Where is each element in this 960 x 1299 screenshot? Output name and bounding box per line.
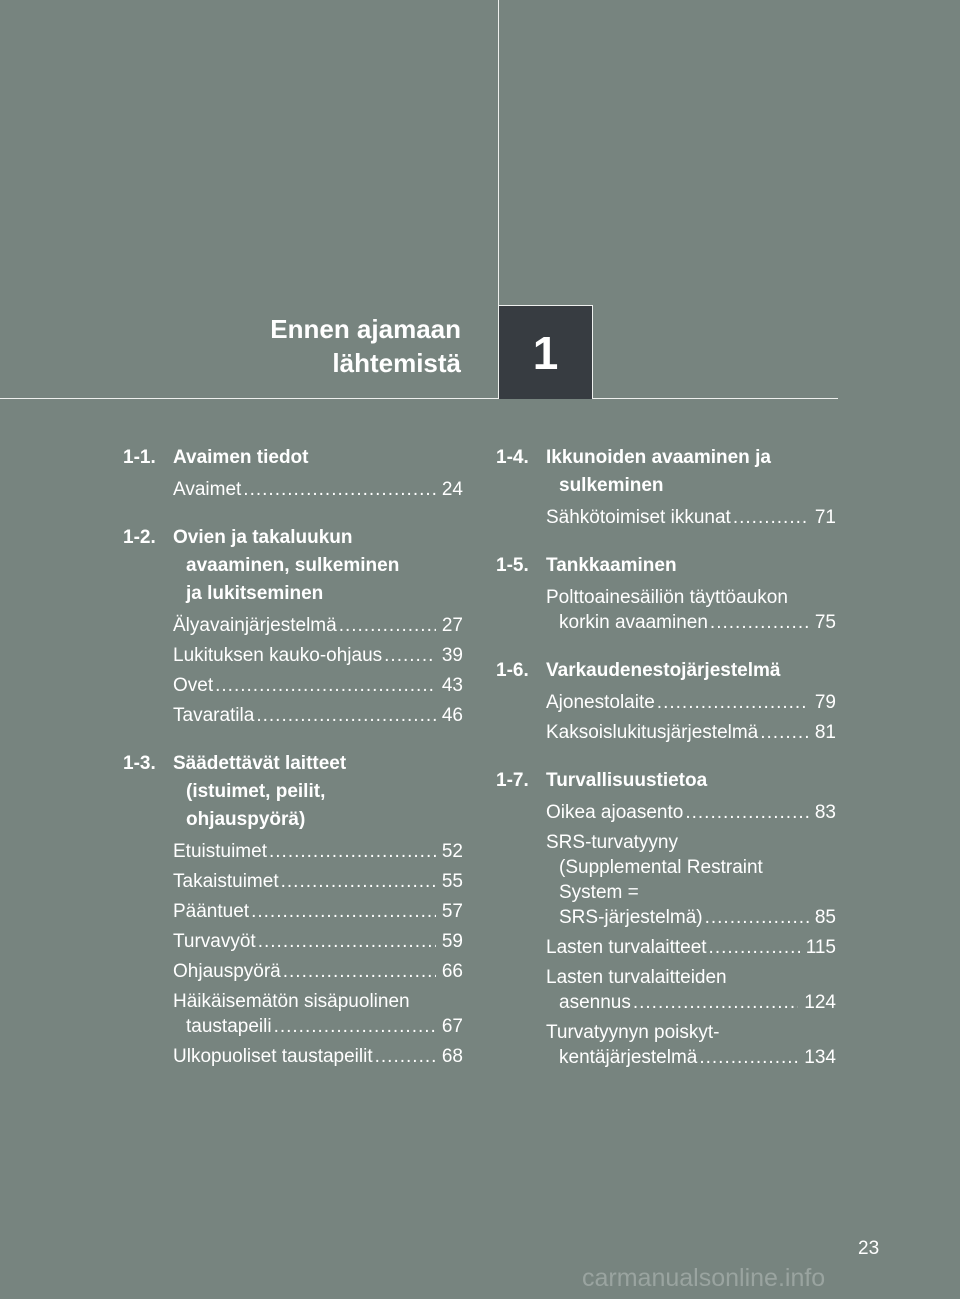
dot-leader bbox=[633, 990, 798, 1015]
toc-entry-line bbox=[173, 673, 463, 698]
section-title bbox=[546, 657, 836, 685]
section-number: 1-3. bbox=[123, 753, 156, 774]
toc-entry bbox=[173, 477, 463, 502]
toc-entry-line bbox=[546, 720, 836, 745]
section-title-line: sulkeminen bbox=[559, 475, 664, 496]
toc-entry-line bbox=[546, 610, 836, 635]
toc-entry-label: taustapeili bbox=[186, 1016, 272, 1037]
toc-column-right bbox=[496, 444, 836, 1092]
toc-entry-label: System = bbox=[559, 882, 639, 903]
dot-leader bbox=[256, 703, 436, 728]
section-title-line: Säädettävät laitteet bbox=[173, 753, 347, 774]
toc-entry-page: 55 bbox=[441, 871, 463, 892]
toc-entry-label: Turvatyynyn poiskyt- bbox=[546, 1022, 720, 1043]
toc-entry-page: 57 bbox=[441, 901, 463, 922]
toc-entry-line bbox=[173, 959, 463, 984]
dot-leader bbox=[215, 673, 436, 698]
section-number: 1-5. bbox=[496, 555, 529, 576]
toc-entry-label: SRS-järjestelmä) bbox=[559, 907, 703, 928]
toc-entry-label: Pääntuet bbox=[173, 901, 250, 922]
section-title-line: ja lukitseminen bbox=[186, 583, 324, 604]
toc-entry-label: Sähkötoimiset ikkunat bbox=[546, 507, 731, 528]
section-entries bbox=[496, 585, 836, 635]
toc-entry-page: 79 bbox=[814, 692, 836, 713]
toc-entry bbox=[546, 1020, 836, 1070]
toc-entry-label: Häikäisemätön sisäpuolinen bbox=[173, 991, 410, 1012]
section-entries bbox=[496, 800, 836, 1070]
toc-entry-page: 81 bbox=[814, 722, 836, 743]
dot-leader bbox=[733, 505, 809, 530]
section-heading bbox=[123, 524, 463, 608]
watermark: carmanualsonline.info bbox=[582, 1264, 826, 1292]
toc-entry-page: 75 bbox=[814, 612, 836, 633]
toc-entry-line bbox=[546, 690, 836, 715]
toc-entry-line bbox=[173, 869, 463, 894]
section-entries bbox=[496, 505, 836, 530]
toc-entry bbox=[546, 585, 836, 635]
section-heading bbox=[496, 657, 836, 685]
toc-entry-page: 39 bbox=[441, 645, 463, 666]
toc-entry-line bbox=[546, 1045, 836, 1070]
toc-section bbox=[496, 552, 836, 635]
dot-leader bbox=[657, 690, 809, 715]
toc-entry-line bbox=[546, 585, 836, 610]
section-title-line: Tankkaaminen bbox=[546, 555, 677, 576]
dot-leader bbox=[685, 800, 809, 825]
toc-entry bbox=[546, 935, 836, 960]
toc-entry bbox=[546, 690, 836, 715]
toc-entry bbox=[173, 839, 463, 864]
toc-entry-label: SRS-turvatyyny bbox=[546, 832, 678, 853]
toc-entry bbox=[546, 965, 836, 1015]
toc-entry-label: Oikea ajoasento bbox=[546, 802, 684, 823]
toc-entry-label: Ovet bbox=[173, 675, 214, 696]
toc-entry-label: Kaksoislukitusjärjestelmä bbox=[546, 722, 759, 743]
toc-entry-page: 43 bbox=[441, 675, 463, 696]
toc-entry-label: Lasten turvalaitteet bbox=[546, 937, 707, 958]
section-title bbox=[173, 444, 463, 472]
dot-leader bbox=[281, 869, 436, 894]
toc-section bbox=[123, 524, 463, 728]
toc-entry-label: Etuistuimet bbox=[173, 841, 267, 862]
chapter-title-line2: lähtemistä bbox=[332, 348, 461, 378]
toc-entry-line bbox=[173, 1014, 463, 1039]
toc-entry-page: 67 bbox=[441, 1016, 463, 1037]
toc-entry-label: Lasten turvalaitteiden bbox=[546, 967, 727, 988]
toc-entry-label: Ulkopuoliset taustapeilit bbox=[173, 1046, 373, 1067]
section-number: 1-6. bbox=[496, 660, 529, 681]
toc-entry-line bbox=[546, 990, 836, 1015]
section-heading bbox=[496, 444, 836, 500]
section-title-line: ohjauspyörä) bbox=[186, 809, 306, 830]
toc-entry-page: 83 bbox=[814, 802, 836, 823]
toc-entry-page: 68 bbox=[441, 1046, 463, 1067]
toc-entry-label: Ohjauspyörä bbox=[173, 961, 281, 982]
dot-leader bbox=[283, 959, 436, 984]
toc-section bbox=[496, 657, 836, 745]
toc-entry-line bbox=[173, 899, 463, 924]
toc-entry-line bbox=[546, 830, 836, 855]
toc-entry-line bbox=[173, 1044, 463, 1069]
dot-leader bbox=[269, 839, 436, 864]
toc-entry-line bbox=[546, 965, 836, 990]
dot-leader bbox=[339, 613, 436, 638]
section-title bbox=[546, 767, 836, 795]
dot-leader bbox=[709, 935, 800, 960]
toc-entry-label: Polttoainesäiliön täyttöaukon bbox=[546, 587, 788, 608]
chapter-number-badge: 1 bbox=[499, 305, 593, 399]
toc-entry bbox=[173, 869, 463, 894]
section-heading bbox=[123, 444, 463, 472]
dot-leader bbox=[705, 905, 809, 930]
section-entries bbox=[123, 613, 463, 728]
toc-entry-page: 59 bbox=[441, 931, 463, 952]
toc-entry bbox=[546, 505, 836, 530]
dot-leader bbox=[760, 720, 809, 745]
toc-entry-page: 27 bbox=[441, 615, 463, 636]
toc-entry-page: 52 bbox=[441, 841, 463, 862]
toc-entry bbox=[173, 899, 463, 924]
toc-entry bbox=[173, 703, 463, 728]
toc-entry-line bbox=[546, 505, 836, 530]
section-title bbox=[173, 524, 463, 608]
dot-leader bbox=[710, 610, 809, 635]
dot-leader bbox=[274, 1014, 436, 1039]
toc-entry-line bbox=[546, 880, 836, 905]
section-title-line: Ovien ja takaluukun bbox=[173, 527, 353, 548]
section-heading bbox=[496, 767, 836, 795]
dot-leader bbox=[243, 477, 436, 502]
toc-entry-label: Turvavyöt bbox=[173, 931, 256, 952]
toc-entry-line bbox=[173, 643, 463, 668]
toc-section bbox=[123, 750, 463, 1069]
section-heading bbox=[496, 552, 836, 580]
section-heading bbox=[123, 750, 463, 834]
toc-section bbox=[496, 444, 836, 530]
chapter-title bbox=[161, 312, 461, 380]
toc-entry-page: 115 bbox=[805, 937, 836, 958]
section-number: 1-4. bbox=[496, 447, 529, 468]
toc-entry-page: 71 bbox=[814, 507, 836, 528]
toc-section bbox=[123, 444, 463, 502]
toc-section bbox=[496, 767, 836, 1070]
toc-entry-page: 85 bbox=[814, 907, 836, 928]
toc-entry bbox=[546, 720, 836, 745]
section-entries bbox=[123, 839, 463, 1069]
toc-entry bbox=[173, 673, 463, 698]
toc-entry-label: kentäjärjestelmä bbox=[559, 1047, 698, 1068]
toc-entry-line bbox=[173, 703, 463, 728]
toc-entry-label: asennus bbox=[559, 992, 631, 1013]
toc-entry-page: 134 bbox=[804, 1047, 836, 1068]
section-title-line: Turvallisuustietoa bbox=[546, 770, 708, 791]
toc-entry bbox=[173, 1044, 463, 1069]
section-title-line: Varkaudenestojärjestelmä bbox=[546, 660, 781, 681]
section-title-line: Ikkunoiden avaaminen ja bbox=[546, 447, 771, 468]
section-title bbox=[546, 444, 836, 500]
toc-entry bbox=[173, 929, 463, 954]
section-title bbox=[546, 552, 836, 580]
section-entries bbox=[123, 477, 463, 502]
section-title bbox=[173, 750, 463, 834]
toc-entry-line bbox=[546, 935, 836, 960]
toc-entry-page: 124 bbox=[804, 992, 836, 1013]
chapter-title-line1: Ennen ajamaan bbox=[270, 314, 461, 344]
toc-entry-line bbox=[173, 929, 463, 954]
toc-entry-page: 46 bbox=[441, 705, 463, 726]
dot-leader bbox=[375, 1044, 436, 1069]
toc-entry bbox=[546, 800, 836, 825]
toc-entry-label: Ajonestolaite bbox=[546, 692, 655, 713]
toc-entry-label: Avaimet bbox=[173, 479, 242, 500]
dot-leader bbox=[258, 929, 436, 954]
toc-entry bbox=[173, 643, 463, 668]
toc-entry-label: Älyavainjärjestelmä bbox=[173, 615, 337, 636]
section-number: 1-2. bbox=[123, 527, 156, 548]
toc-entry-line bbox=[546, 855, 836, 880]
dot-leader bbox=[384, 643, 436, 668]
toc-entry-line bbox=[546, 1020, 836, 1045]
toc-entry-line bbox=[546, 905, 836, 930]
section-number: 1-7. bbox=[496, 770, 529, 791]
toc-entry-line bbox=[173, 477, 463, 502]
toc-entry bbox=[173, 959, 463, 984]
toc-entry bbox=[173, 989, 463, 1039]
section-title-line: (istuimet, peilit, bbox=[186, 781, 326, 802]
section-title-line: Avaimen tiedot bbox=[173, 447, 309, 468]
dot-leader bbox=[251, 899, 436, 924]
toc-entry bbox=[546, 830, 836, 930]
section-title-line: avaaminen, sulkeminen bbox=[186, 555, 400, 576]
toc-entry-label: korkin avaaminen bbox=[559, 612, 708, 633]
toc-entry-line bbox=[173, 613, 463, 638]
toc-entry-page: 66 bbox=[441, 961, 463, 982]
page-number: 23 bbox=[858, 1238, 880, 1259]
horizontal-divider bbox=[0, 398, 838, 399]
toc-entry-page: 24 bbox=[441, 479, 463, 500]
toc-column-left bbox=[123, 444, 463, 1091]
section-number: 1-1. bbox=[123, 447, 156, 468]
toc-entry-label: (Supplemental Restraint bbox=[559, 857, 763, 878]
toc-entry-line bbox=[173, 989, 463, 1014]
toc-entry-line bbox=[546, 800, 836, 825]
section-entries bbox=[496, 690, 836, 745]
dot-leader bbox=[699, 1045, 798, 1070]
toc-entry-line bbox=[173, 839, 463, 864]
toc-entry-label: Takaistuimet bbox=[173, 871, 279, 892]
toc-entry-label: Tavaratila bbox=[173, 705, 255, 726]
toc-entry bbox=[173, 613, 463, 638]
toc-entry-label: Lukituksen kauko-ohjaus bbox=[173, 645, 383, 666]
